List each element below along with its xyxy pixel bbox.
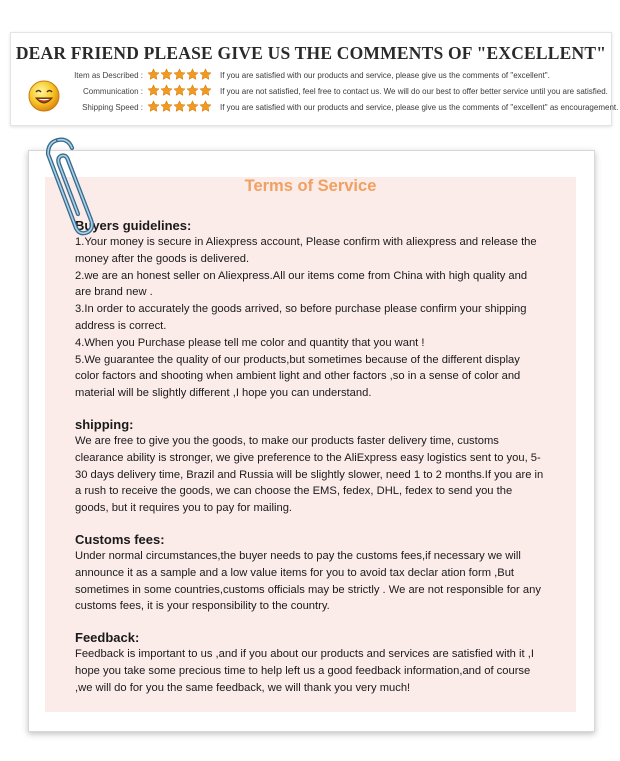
rating-text: If you are satisfied with our products and service, please give us the comments of "excellent". bbox=[220, 71, 550, 80]
terms-sheet bbox=[28, 150, 595, 732]
star-icon bbox=[186, 84, 199, 97]
rating-label: Communication : bbox=[82, 87, 143, 96]
paperclip-icon bbox=[36, 130, 100, 240]
guideline-item: 4.When you Purchase please tell me color and quantity that you want ! bbox=[75, 336, 425, 349]
rating-stars bbox=[147, 84, 212, 97]
shipping-paragraph: We are free to give you the goods, to make our products faster delivery time, customs clearance ability is stronger, we give preference to the AliExpress easy logistics sent to you, 5-30 days delivery time, Brazil and Russia will be slightly slower, need 1 to 2 months.If you are in a rush to receive the goods, we can choose the EMS, fedex, DHL, fedex to send you the goods, but it requires you to pay for mailing. bbox=[75, 434, 544, 515]
section-heading-customs-fees: Customs fees: bbox=[75, 531, 165, 547]
guideline-item: 1.Your money is secure in Aliexpress account, Please confirm with aliexpress and release the money after the goods is delivered. bbox=[75, 236, 537, 265]
star-icon bbox=[147, 100, 160, 113]
rating-row-shipping-speed bbox=[61, 100, 619, 115]
rating-stars bbox=[147, 68, 212, 81]
smiley-icon bbox=[27, 79, 61, 113]
terms-title: Terms of Service bbox=[244, 177, 377, 195]
banner-title: DEAR FRIEND PLEASE GIVE US THE COMMENTS OF "EXCELLENT" bbox=[15, 43, 607, 63]
terms-content bbox=[75, 217, 545, 697]
customs-paragraph: Under normal circumstances,the buyer needs to pay the customs fees,if necessary we will announce it as a sample and a low value items for you to avoid tax declar ation form ,But sometimes in some countries,customs officials may be strictly . We are not responsible for any customs fees, it is your responsibility to the country. bbox=[75, 549, 541, 613]
rating-stars bbox=[147, 100, 212, 113]
guideline-item: 2.we are an honest seller on Aliexpress.All our items come from China with high quality and are brand new . bbox=[75, 269, 528, 299]
star-icon bbox=[173, 100, 186, 113]
star-icon bbox=[186, 100, 199, 113]
guideline-item: 3.In order to accurately the goods arrived, so before purchase please confirm your shipping address is correct. bbox=[75, 303, 527, 332]
star-icon bbox=[160, 84, 173, 97]
rating-row-item-described bbox=[61, 68, 609, 83]
rating-label: Item as Described : bbox=[74, 71, 143, 80]
feedback-paragraph: Feedback is important to us ,and if you about our products and services are satisfied with it ,I hope you take some precious time to help left us a good feedback information,and of course ,we will do for you the same feedback, we will thank you very much! bbox=[75, 648, 534, 694]
rating-text: If you are not satisfied, feel free to contact us. We will do our best to offer better service until you are satisfied. bbox=[220, 87, 608, 96]
star-icon bbox=[160, 68, 173, 81]
rating-row-communication bbox=[61, 84, 609, 99]
rating-text: If you are satisfied with our products and service, please give us the comments of "excellent" as encouragement. bbox=[220, 103, 619, 112]
star-icon bbox=[173, 84, 186, 97]
rating-label: Shipping Speed : bbox=[82, 103, 143, 112]
star-icon bbox=[186, 68, 199, 81]
comments-banner bbox=[10, 32, 619, 126]
terms-panel bbox=[45, 177, 576, 712]
star-icon bbox=[199, 84, 212, 97]
star-icon bbox=[147, 68, 160, 81]
star-icon bbox=[199, 100, 212, 113]
star-icon bbox=[160, 100, 173, 113]
star-icon bbox=[199, 68, 212, 81]
star-icon bbox=[173, 68, 186, 81]
guideline-item: 5.We guarantee the quality of our products,but sometimes because of the different display color factors and shooting when ambient light and other factors ,so in a sense of color and material will be slightly different ,I hope you can understand. bbox=[75, 353, 521, 400]
section-heading-shipping: shipping: bbox=[75, 416, 134, 432]
section-heading-buyers-guidelines: Buyers guidelines: bbox=[75, 218, 192, 233]
star-icon bbox=[147, 84, 160, 97]
section-heading-feedback: Feedback: bbox=[75, 630, 140, 646]
